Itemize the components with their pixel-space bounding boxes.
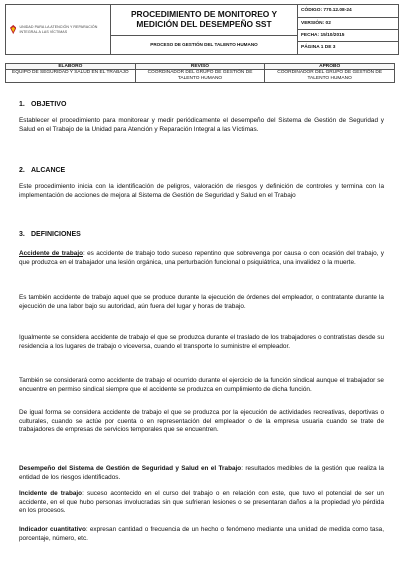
section-alcance-heading	[19, 167, 65, 174]
section-number: 1.	[19, 101, 25, 108]
elaboro-label: ELABORO	[6, 64, 136, 70]
approval-table	[5, 63, 395, 83]
definition-indicador-cuantitativo	[19, 526, 384, 543]
alcance-text: Este procedimiento inicia con la identificación de peligros, valoración de riesgos y definición de controles y termina con la implementación de acciones de mejora al Sistema de Gestión de Seguridad y Salud en el Trabajo	[19, 183, 384, 199]
definition-term: Incidente de trabajo	[19, 490, 83, 497]
definition-text: : es accidente de trabajo todo suceso repentino que sobrevenga por causa o con ocasión del trabajo, y que produzca en el trabajador una lesión orgánica, una perturbación funcional o psiquiátrica, una invalidez o la muerte.	[19, 250, 384, 266]
section-objetivo-heading	[19, 101, 66, 108]
section-number: 3.	[19, 231, 25, 238]
page-number: PÁGINA 1 DE 3	[301, 45, 336, 51]
definition-paragraph-4: También se considerará como accidente de trabajo el ocurrido durante el ejercicio de la función sindical aunque el trabajador se encuentre en permiso sindical siempre que el accidente se produzca en cumplimiento de dicha función.	[19, 377, 384, 393]
section-title: ALCANCE	[31, 167, 66, 174]
section-definiciones-heading	[19, 231, 81, 238]
reviso-value: COORDINADOR DEL GRUPO DE GESTIÓN DE TALENTO HUMANO	[135, 70, 265, 83]
objetivo-text: Establecer el procedimiento para monitorear y medir periódicamente el desempeño del Sistema de Gestión de Seguridad y Salud en el Trabajo de la Unidad para Atención y Reparación Integral a las Víctimas.	[19, 117, 384, 133]
definition-text: : suceso acontecido en el curso del trabajo o en relación con este, que tuvo el potencial de ser un accidente, en el que hubo personas involucradas sin que sufrieran lesiones o se presentaran daños a la propiedad y/o pérdida en los procesos.	[19, 490, 384, 515]
definition-incidente-de-trabajo	[19, 490, 384, 516]
document-code: CÓDIGO: 770.12.08-24	[298, 5, 398, 17]
section-number: 2.	[19, 167, 25, 174]
document-version: VERSIÓN: 02	[298, 18, 398, 30]
definition-paragraph-5: De igual forma se considera accidente de trabajo el que se produzca por la ejecución de actividades recreativas, deportivas o culturales, cuando se actúe por cuenta o en representación del empleador o de la empresa usuaria cuando se trate de trabajadores de empresas de servicios temporales que se encuentren.	[19, 409, 384, 434]
definition-text: : resultados medibles de la gestión que realiza la entidad de los riesgos identificados.	[19, 465, 384, 481]
document-title: PROCEDIMIENTO DE MONITOREO Y MEDICIÓN DEL DESEMPEÑO SST	[130, 9, 278, 29]
organization-logo-icon	[10, 23, 16, 36]
title-cell	[111, 5, 298, 55]
aprobo-label: APROBO	[265, 64, 395, 70]
definition-desempeno-sst	[19, 465, 384, 482]
definition-text: : expresan cantidad o frecuencia de un hecho o fenómeno mediante una unidad de medida como tasa, porcentaje, número, etc.	[19, 526, 384, 542]
document-header	[5, 4, 399, 55]
reviso-label: REVISO	[135, 64, 265, 70]
definition-term: Accidente de trabajo	[19, 250, 83, 257]
document-date: FECHA: 15/10/2015	[298, 30, 398, 42]
definition-term: Desempeño del Sistema de Gestión de Seguridad y Salud en el Trabajo	[19, 465, 242, 472]
section-title: OBJETIVO	[31, 101, 67, 108]
process-name: PROCESO DE GESTIÓN DEL TALENTO HUMANO	[111, 35, 297, 52]
definition-paragraph-2: Es también accidente de trabajo aquel que se produce durante la ejecución de órdenes del empleador, o contratante durante la ejecución de una labor bajo su autoridad, aún fuera del lugar y horas de trabajo.	[19, 294, 384, 310]
elaboro-value: EQUIPO DE SEGURIDAD Y SALUD EN EL TRABAJO	[6, 70, 136, 83]
definition-accidente-de-trabajo	[19, 250, 384, 267]
meta-cell	[298, 5, 399, 55]
definition-term: Indicador cuantitativo	[19, 526, 86, 533]
section-title: DEFINICIONES	[31, 231, 81, 238]
aprobo-value: COORDINADOR DEL GRUPO DE GESTIÓN DE TALENTO HUMANO	[265, 70, 395, 83]
logo-cell	[6, 5, 111, 55]
organization-name: UNIDAD PARA LA ATENCIÓN Y REPARACIÓN INTEGRAL A LAS VÍCTIMAS	[19, 24, 98, 34]
definition-paragraph-3: Igualmente se considera accidente de trabajo el que se produzca durante el traslado de los trabajadores o contratistas desde su residencia a los lugares de trabajo o viceversa, cuando el transporte lo suministre el empleador.	[19, 334, 384, 350]
